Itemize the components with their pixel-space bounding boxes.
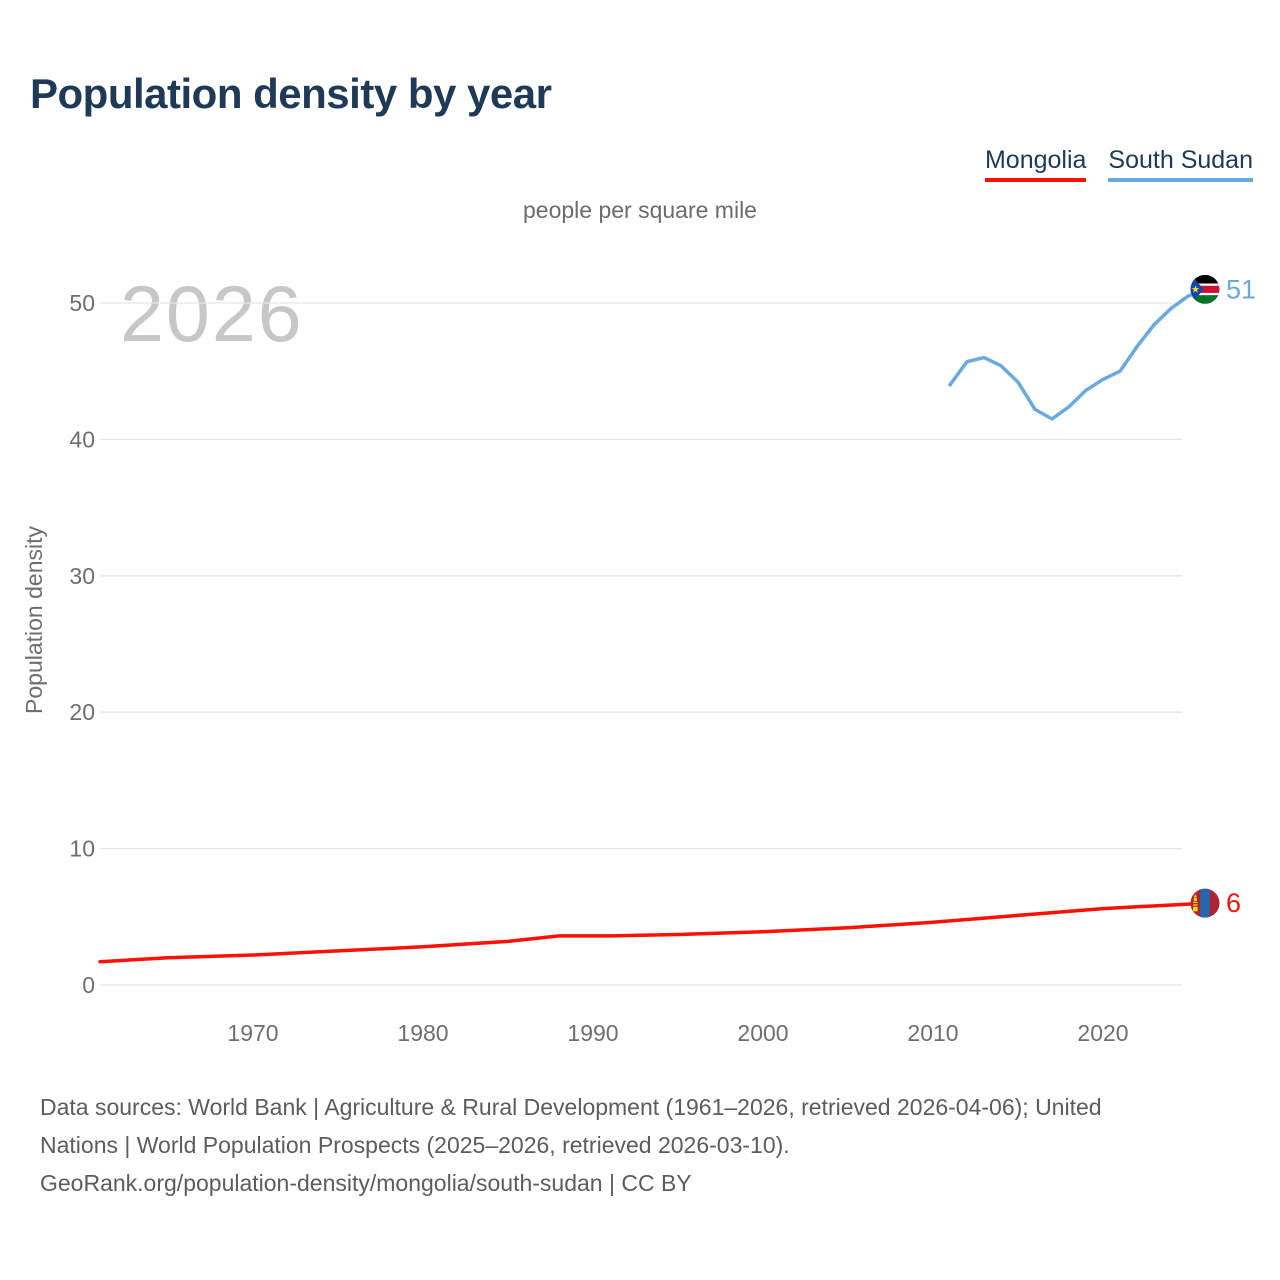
- footer: [40, 1088, 1102, 1202]
- y-tick-label-0: 0: [82, 972, 95, 998]
- chart-unit-subtitle: people per square mile: [523, 197, 757, 223]
- south-sudan-flag-icon: [1191, 275, 1220, 304]
- end-value-label-mongolia: 6: [1226, 888, 1242, 919]
- x-tick-label-2020: 2020: [1077, 1020, 1129, 1046]
- y-tick-label-10: 10: [69, 835, 95, 862]
- page-title: Population density by year: [30, 70, 552, 117]
- x-tick-label-2000: 2000: [737, 1020, 789, 1046]
- y-tick-label-50: 50: [69, 290, 95, 316]
- series-line-mongolia: [100, 903, 1205, 962]
- y-tick-label-20: 20: [69, 699, 95, 726]
- legend-item-mongolia[interactable]: Mongolia: [985, 146, 1086, 182]
- footer-line-attribution: GeoRank.org/population-density/mongolia/south-sudan | CC BY: [40, 1170, 692, 1196]
- x-tick-label-2010: 2010: [907, 1020, 959, 1046]
- x-tick-label-1980: 1980: [397, 1020, 449, 1046]
- footer-line-sources: Data sources: World Bank | Agriculture & Rural Development (1961–2026, retrieved 2026-04-06); United: [40, 1094, 1102, 1120]
- y-axis-title: Population density: [21, 526, 47, 714]
- footer-line-sources-2: Nations | World Population Prospects (2025–2026, retrieved 2026-03-10).: [40, 1132, 790, 1158]
- watermark-year: 2026: [120, 269, 304, 358]
- y-tick-label-40: 40: [69, 426, 95, 453]
- legend-item-south-sudan[interactable]: South Sudan: [1108, 146, 1253, 182]
- y-tick-label-30: 30: [69, 562, 95, 589]
- x-tick-label-1990: 1990: [567, 1020, 619, 1046]
- mongolia-flag-icon: [1191, 889, 1220, 918]
- x-tick-label-1970: 1970: [227, 1020, 279, 1046]
- series-line-south-sudan: [950, 289, 1205, 419]
- end-value-label-south-sudan: 51: [1226, 274, 1257, 305]
